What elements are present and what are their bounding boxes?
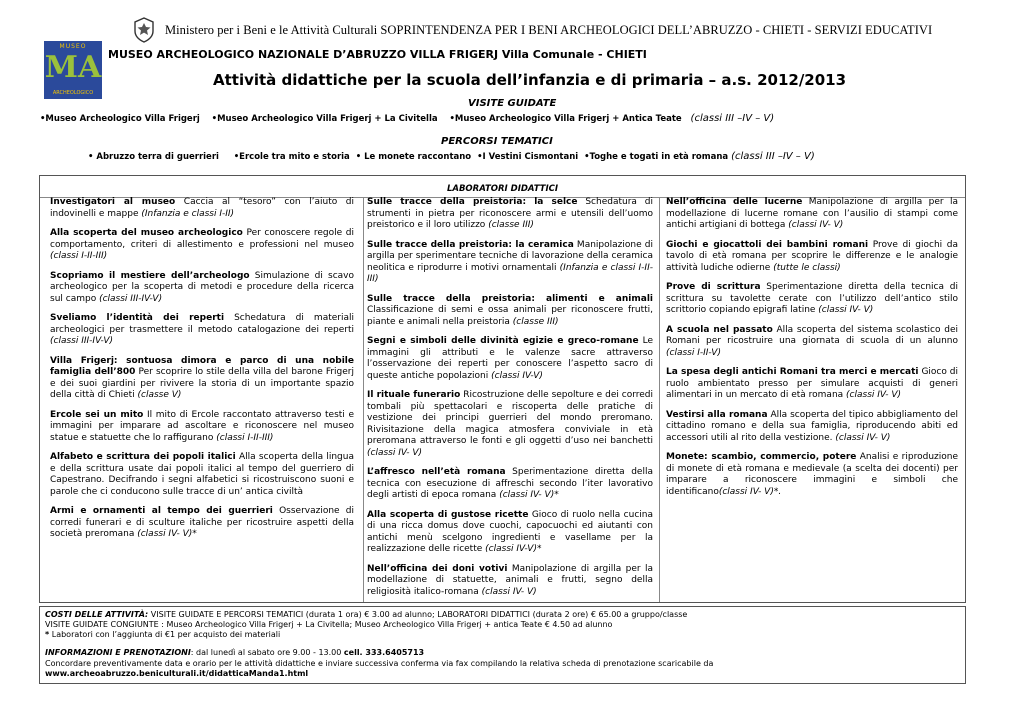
combined-visits-line: VISITE GUIDATE CONGIUNTE : Museo Archeologico Villa Frigerj + La Civitella; Museo Archeologico Villa Frigerj + antica Teate € 4.50 ad alunno [45,620,613,629]
visite-line [40,113,774,124]
ministry-emblem-icon [133,17,155,43]
lab-activity-description: Sperimentazione diretta della tecnica di scrittura su tavolette cerate con l’utilizzo dell’antico stilo scrittorio copiando epigrafi latine [666,282,958,315]
lab-activity-title: Sulle tracce della preistoria: la selce [367,197,578,207]
lab-activity-description: Per scoprire lo stile della villa del barone Frigerj e dei suoi giardini per rivivere la storia di un importante spazio della città di Chieti [50,367,354,400]
lab-activity-classes: (Infanzia e classi I-II) [141,208,235,219]
lab-activity-description: Manipolazione di argilla per la modellazione di lucerne romane con l’ausilio di stampi come antichi artigiani di bottega [666,197,958,230]
lab-activity-classes: (classi I-II-III) [50,251,108,261]
lab-activity-title: Alfabeto e scrittura dei popoli italici [50,452,236,462]
lab-activity [367,564,653,599]
booking-text: Concordare preventivamente data e orario per le attività didattiche e inviare successiva conferma via fax compilando la relativa scheda di prenotazione scaricabile da [45,659,714,668]
lab-activity [666,240,958,275]
lab-activity-description: Prove di giochi da tavolo di età romana per scoprire le differenze e le analogie attività ludiche odierne [666,239,958,273]
percorsi-item: • Le monete raccontano [355,152,472,162]
lab-activity-title: Vestirsi alla romana [666,409,768,420]
laboratori-column-3 [666,197,958,506]
info-line [45,648,424,657]
percorsi-line [88,151,815,162]
visite-heading: VISITE GUIDATE [468,98,557,109]
lab-activity-classes: (classi IV- V) [367,447,423,458]
star-note-line [45,630,280,639]
lab-activity [367,336,653,382]
lab-activity-description: Alla scoperta della lingua e della scrittura usate dai popoli italici al tempo del guerriero di Capestrano. Decifrando i segni alfabetici si ricostruiscono suoni e parole che ci conducono sulle tracce di un’ antica civiltà [50,452,354,497]
lab-activity-description: Alla scoperta del sistema scolastico dei Romani per ricostruire una giornata di scuola di un alunno [666,324,958,346]
lab-activity-description: Manipolazione di argilla per la modellazione di statuette, animali e frutti, segno della religiosità italico-romana [367,563,653,597]
percorsi-item: •I Vestini Cismontani [477,152,579,162]
lab-activity-title: Investigatori al museo [50,197,176,207]
lab-activity [50,228,354,263]
lab-activity-description: Schedatura di strumenti in pietra per riconoscere armi e utensili dell’uomo preistorico e il loro utilizzo [367,197,654,230]
lab-activity-title: Nell’officina dei doni votivi [367,563,508,574]
lab-activity [666,452,958,498]
lab-activity-title: Nell’officina delle lucerne [666,197,803,207]
visite-item: •Museo Archeologico Villa Frigerj [40,114,200,124]
logo-top-text: MUSEO [59,43,87,50]
booking-link[interactable] [45,669,308,678]
lab-activity [367,197,653,232]
column-divider [363,197,364,602]
lab-activity-classes: (classi IV- V) [481,586,537,597]
lab-activity-classes: (classi IV-V)* [485,544,542,554]
lab-activity-classes: (classi IV- V) [818,305,874,315]
lab-activity [666,367,958,402]
lab-activity-classes: (classi III-IV-V) [99,293,163,304]
lab-activity-description: Il mito di Ercole raccontato attraverso testi e immagini per imparare ad ascoltare e riconoscere nel museo statue e statuette che lo raffigurano [50,409,354,443]
lab-activity-title: Alla scoperta del museo archeologico [50,228,243,238]
lab-activity-title: Sulle tracce della preistoria: alimenti e animali [367,293,653,304]
lab-activity-title: Il rituale funerario [367,390,461,400]
lab-activity [50,410,354,445]
lab-activity-title: Scopriamo il mestiere dell’archeologo [50,270,250,281]
lab-activity-description: Classificazione di semi e ossa animali per riconoscere frutti, piante e animali nella preistoria [367,305,653,327]
lab-activity-classes: (classe V) [137,390,182,400]
lab-activity-title: L’affresco nell’età romana [367,467,506,477]
lab-activity-classes: (classi IV- V) [788,220,844,230]
lab-activity-classes: (classi IV-V) [491,370,543,381]
lab-activity [666,410,958,445]
lab-activity-classes: (tutte le classi) [773,262,841,273]
lab-activity [666,282,958,317]
lab-activity-title: Giochi e giocattoli dei bambini romani [666,239,869,250]
lab-activity-classes: (classi IV- V)*. [718,486,782,497]
costs-line [45,610,687,619]
lab-activity-description: Osservazione di corredi funerari e di sculture italiche per ricostruire aspetti della società preromana [50,506,354,539]
phone-number: cell. 333.6405713 [343,648,425,657]
lab-activity-title: La spesa degli antichi Romani tra merci e mercati [666,367,919,377]
lab-activity-description: Alla scoperta del tipico abbigliamento del cittadino romano e della sua famiglia, riproducendo abiti ed accessori utili al rito della vestizione. [666,409,958,443]
lab-activity [666,197,958,232]
lab-activity-description: Sperimentazione diretta della tecnica con esecuzione di affreschi secondo l’iter lavorativo degli artisti di epoca romana [367,467,653,500]
visite-classes: (classi III –IV – V) [690,113,775,124]
lab-activity-description: Caccia al “tesoro” con l’aiuto di indovinelli e mappe [50,197,355,219]
lab-activity [367,467,653,502]
percorsi-item: • Abruzzo terra di guerrieri [88,152,219,162]
lab-activity-description: Per conoscere regole di comportamento, criteri di allestimento e professioni nel museo [50,228,354,250]
star-note: Laboratori con l’aggiunta di €1 per acquisto dei materiali [49,630,281,639]
lab-activity-title: Alla scoperta di gustose ricette [367,509,529,520]
lab-activity-description: Gioco di ruolo nella cucina di una ricca domus dove cuochi, capocuochi ed aiutanti con antichi menù scelgono ingredienti e vasellame per la realizzazione delle ricette [367,509,654,554]
laboratori-column-2 [367,197,653,606]
lab-activity [367,510,653,556]
info-label: INFORMAZIONI E PRENOTAZIONI [45,648,191,657]
lab-activity-title: Prove di scrittura [666,282,761,292]
museum-logo [44,41,102,99]
lab-activity [50,506,354,541]
booking-url[interactable]: www.archeoabruzzo.beniculturali.it/didatticaManda1.html [45,669,309,678]
lab-activity-description: Analisi e riproduzione di monete di età romana e medievale (a scelta dei docenti) per imparare a riconoscere immagini e simboli che identificano [666,452,958,497]
visite-item: •Museo Archeologico Villa Frigerj + La Civitella [211,114,438,124]
lab-activity-description: Schedatura di materiali archeologici per trasmettere il metodo catalogazione dei reperti [50,313,354,335]
lab-activity-classes: (classi IV- V) [835,432,891,443]
percorsi-item: •Ercole tra mito e storia [233,152,350,162]
lab-activity-title: Villa Frigerj: sontuosa dimora e parco di una nobile famiglia dell’800 [50,355,354,377]
lab-activity-classes: (Infanzia e classi I-II- III) [367,262,653,284]
laboratori-column-1 [50,197,354,549]
costs-text: VISITE GUIDATE E PERCORSI TEMATICI (durata 1 ora) € 3.00 ad alunno; LABORATORI DIDATTICI (durata 2 ore) € 65.00 a gruppo/classe [148,610,688,619]
costs-label: COSTI DELLE ATTIVITÀ: [45,610,149,619]
lab-activity-description: Ricostruzione delle sepolture e dei corredi tombali più spettacolari e riscoperta delle pratiche di vestizione dei principi guerrieri del mondo preromano. Rivisitazione della magica atmosfera conviviale in età preromana attraverso le fonti e gli oggetti d’uso nei banchetti [367,390,653,446]
ministry-header: Ministero per i Beni e le Attività Culturali SOPRINTENDENZA PER I BENI ARCHEOLOGICI DELL’ABRUZZO - CHIETI - SERVIZI EDUCATIVI [165,23,933,37]
visite-item: •Museo Archeologico Villa Frigerj + Antica Teate [449,114,682,124]
lab-activity-classes: (classe III) [488,220,534,230]
lab-activity [666,325,958,360]
lab-activity [367,240,653,286]
lab-activity-description: Manipolazione di argilla per sperimentare tecniche di lavorazione della ceramica neolitica e riprodurre i motivi ornamentali [367,239,653,273]
lab-activity-title: Segni e simboli delle divinità egizie e greco-romane [367,336,639,346]
star-mark: * [45,630,50,639]
lab-activity-classes: (classi IV- V)* [499,490,559,500]
lab-activity-description: Simulazione di scavo archeologico per la scoperta di metodi e procedure della ricerca sul campo [50,270,354,304]
info-text: : dal lunedì al sabato ore 9.00 - 13.00 [190,648,344,657]
lab-activity-title: Armi e ornamenti al tempo dei guerrieri [50,506,273,516]
lab-activity-title: Monete: scambio, commercio, potere [666,452,857,462]
lab-activity-classes: (classi IV- V) [846,390,902,400]
lab-activity-title: Ercole sei un mito [50,409,144,420]
lab-activity-classes: (classi I-II-III) [216,432,274,443]
museum-name: MUSEO ARCHEOLOGICO NAZIONALE D’ABRUZZO VILLA FRIGERJ Villa Comunale - CHIETI [108,48,647,61]
logo-bottom-text: ARCHEOLOGICO [52,90,94,96]
page-title: Attività didattiche per la scuola dell’infanzia e di primaria – a.s. 2012/2013 [213,71,847,89]
lab-activity-classes: (classe III) [512,316,559,327]
percorsi-heading: PERCORSI TEMATICI [441,136,553,147]
laboratori-heading: LABORATORI DIDATTICI [446,184,559,194]
lab-activity-description: Le immagini gli attributi e le valenze sacre attraverso l’osservazione dei reperti per conoscere l’aspetto sacro di queste antiche popolazioni [367,336,653,381]
column-divider [659,197,660,602]
lab-activity-title: Sveliamo l’identità dei reperti [50,313,225,323]
lab-activity [367,294,653,329]
lab-activity-classes: (classi III-IV-V) [50,336,114,346]
lab-activity [50,271,354,306]
lab-activity-classes: (classi I-II-V) [666,347,721,358]
lab-activity [50,356,354,402]
lab-activity-title: A scuola nel passato [666,324,773,335]
lab-activity [50,197,354,220]
percorsi-classes: (classi III –IV – V) [731,151,815,162]
logo-mark: MA [44,50,102,85]
percorsi-item: •Toghe e togati in età romana [584,152,729,162]
lab-activity-description: Gioco di ruolo ambientato presso per simulare acquisti di generi alimentari in un mercato di età romana [666,367,959,400]
lab-activity-classes: (classi IV- V)* [137,529,197,539]
lab-activity-title: Sulle tracce della preistoria: la ceramica [367,239,574,250]
lab-activity [367,390,653,459]
lab-activity [50,452,354,498]
lab-activity [50,313,354,348]
